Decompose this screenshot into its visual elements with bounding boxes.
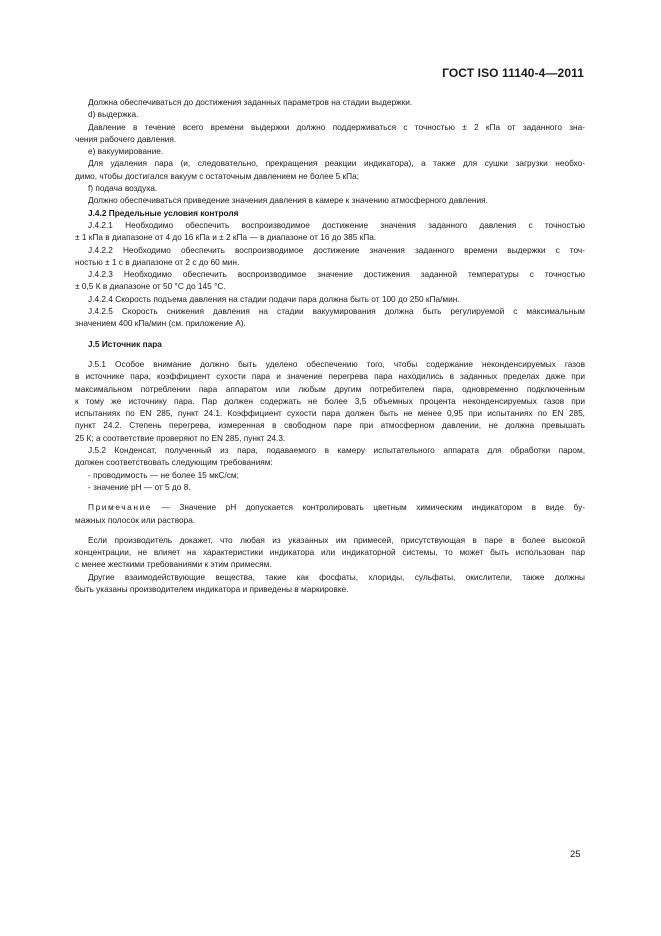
- clause-j51: J.5.1 Особое внимание должно быть уделено обеспечению того, чтобы содержание неконденсируемых газов: [88, 358, 585, 369]
- list-item-d: d) выдержка.: [88, 109, 139, 120]
- paragraph-line: к тому же источнику пара. Пар должен содержать не более 3,5 объемных процента неконденсируемых газов при: [75, 395, 585, 406]
- paragraph-line: ± 0,5 К в диапазоне от 50 °С до 145 °С.: [75, 281, 226, 292]
- paragraph-line: максимальном потреблении пара аппаратом или любым другим потребителем пара, одновременно подключенным: [75, 383, 585, 394]
- paragraph-line: чения рабочего давления.: [75, 133, 177, 144]
- paragraph-line: испытаниях по EN 285, пункт 24.1. Коэффициент сухости пара должен быть не менее 0,95 при испытаниях по EN 285,: [75, 408, 585, 419]
- page-number: 25: [570, 849, 581, 860]
- note-text: — Значение рН допускается контролировать цветным химическим индикатором в виде бу-: [152, 502, 585, 513]
- requirement-item: - значение рН — от 5 до 8.: [88, 481, 191, 492]
- note-label: Примечание: [88, 502, 153, 513]
- page-body: [75, 96, 585, 595]
- paragraph-line: значением 400 кПа/мин (см. приложение А).: [75, 318, 246, 329]
- section-heading-j42: J.4.2 Предельные условия контроля: [88, 207, 239, 218]
- paragraph-line: должен соответствовать следующим требованиям:: [75, 457, 273, 468]
- clause-j422: J.4.2.2 Необходимо обеспечить воспроизводимое достижение значения заданного времени выдержки с точ-: [88, 244, 585, 255]
- paragraph-line: ностью ± 1 с в диапазоне от 2 с до 60 мин.: [75, 256, 240, 267]
- list-item-e: e) вакуумирование.: [88, 146, 164, 157]
- clause-j425: J.4.2.5 Скорость снижения давления на стадии вакуумирования должна быть регулируемой с максимальным: [88, 306, 585, 317]
- requirement-item: - проводимость — не более 15 мкС/см;: [88, 469, 239, 480]
- clause-j424: J.4.2.4 Скорость подъема давления на стадии подачи пара должна быть от 100 до 250 кПа/мин.: [88, 293, 460, 304]
- paragraph-line: концентрации, не влияет на характеристики индикатора или индикаторной системы, то может быть использован пар: [75, 547, 585, 558]
- clause-j421: J.4.2.1 Необходимо обеспечить воспроизводимое достижение значения заданного давления с точностью: [88, 219, 585, 230]
- paragraph-line: Для удаления пара (и, следовательно, прекращения реакции индикатора), а также для сушки загрузки необхо-: [88, 158, 585, 169]
- note-line: [75, 501, 585, 513]
- list-item-f: f) подача воздуха.: [88, 183, 158, 194]
- paragraph-line: быть указаны производителем индикатора и приведены в маркировке.: [75, 583, 349, 594]
- paragraph-line: ± 1 кПа в диапазоне от 4 до 16 кПа и ± 2 кПа — в диапазоне от 16 до 385 кПа.: [75, 232, 377, 243]
- paragraph-line: Если производитель докажет, что любая из указанных им примесей, присутствующая в паре в более высокой: [88, 534, 585, 545]
- paragraph-line: мажных полосок или раствора.: [75, 514, 196, 525]
- paragraph-line: 25 К; а соответствие проверяют по EN 285, пункт 24.3.: [75, 432, 286, 443]
- clause-j52: J.5.2 Конденсат, полученный из пара, подаваемого в камеру испытательного аппарата для обработки паром,: [88, 445, 585, 456]
- paragraph-line: Должна обеспечиваться до достижения заданных параметров на стадии выдержки.: [88, 97, 413, 107]
- paragraph-line: в источнике пара, коэффициент сухости пара и значение перегрева пара находились в заданных пределах даже при: [75, 371, 585, 382]
- paragraph-line: с менее жесткими требованиями к этим примесям.: [75, 559, 272, 570]
- section-heading-j5: J.5 Источник пара: [88, 338, 162, 349]
- paragraph-line: пункт 24.2. Степень перегрева, измеренная в свободном паре при атмосферном давлении, не должна превышать: [75, 420, 585, 431]
- paragraph-line: Другие взаимодействующие вещества, такие как фосфаты, хлориды, сульфаты, окислители, также должны: [88, 571, 585, 582]
- paragraph-line: Должно обеспечиваться приведение значения давления в камере к значению атмосферного давления.: [88, 195, 488, 206]
- paragraph-line: димо, чтобы достигался вакуум с остаточным давлением не более 5 кПа;: [75, 170, 360, 181]
- clause-j423: J.4.2.3 Необходимо обеспечить воспроизводимое значение достижения заданной температуры с точностью: [88, 269, 585, 280]
- document-code: ГОСТ ISO 11140-4—2011: [442, 66, 584, 80]
- paragraph-line: Давление в течение всего времени выдержки должно поддерживаться с точностью ± 2 кПа от заданного зна-: [88, 121, 585, 132]
